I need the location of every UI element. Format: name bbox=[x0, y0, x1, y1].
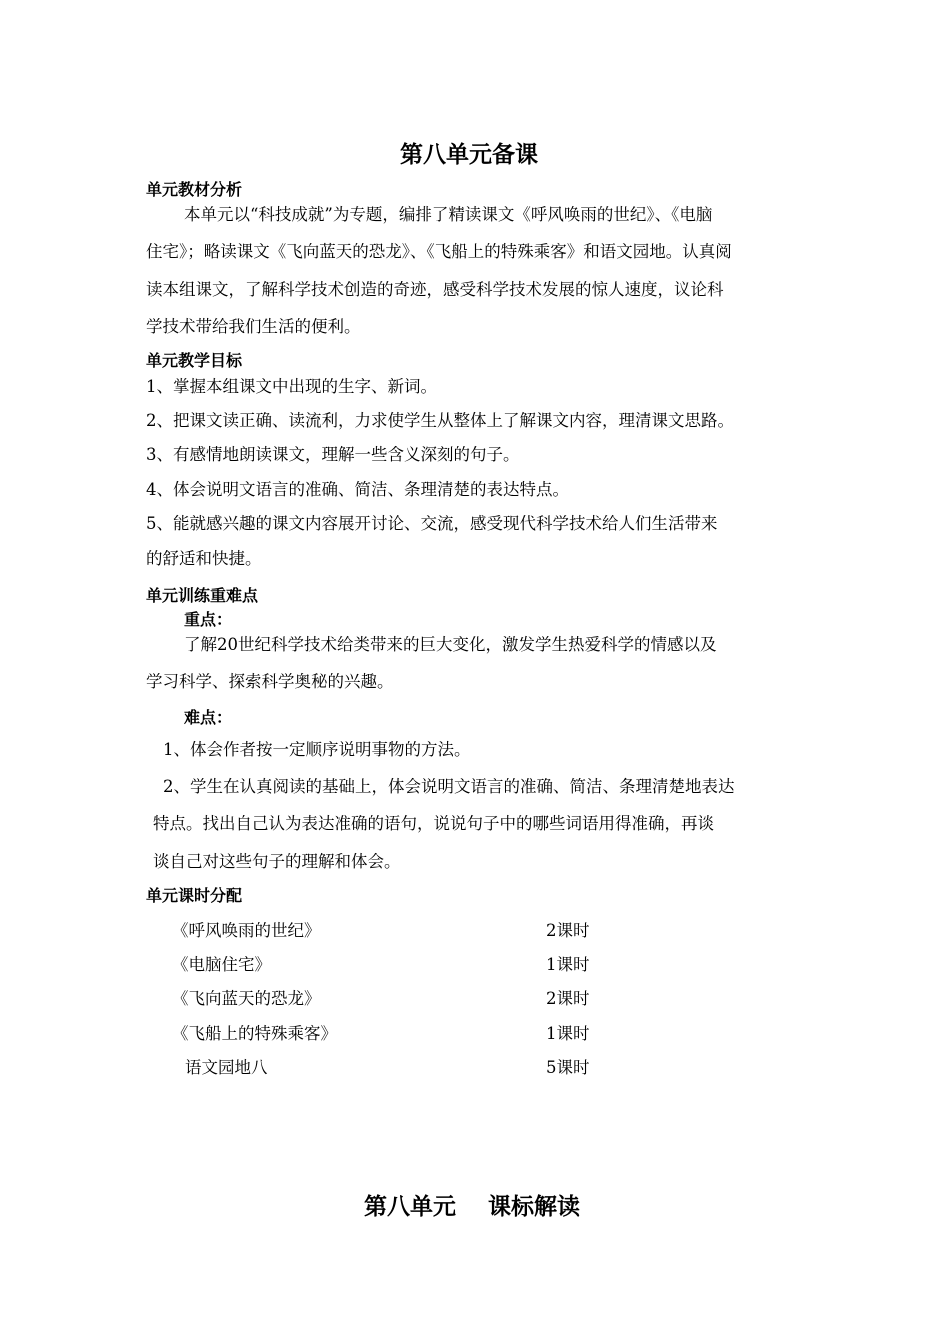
goal-5: 5、能就感兴趣的课文内容展开讨论、交流，感受现代科学技术给人们生活带来 bbox=[146, 514, 718, 533]
hard-point-line-1: 1、体会作者按一定顺序说明事物的方法。 bbox=[163, 740, 471, 759]
schedule-lesson-name: 语文园地八 bbox=[185, 1058, 268, 1077]
analysis-line-1: 本单元以“科技成就”为专题，编排了精读课文《呼风唤雨的世纪》、《电脑 bbox=[184, 205, 713, 224]
section-title: 第八单元 课标解读 bbox=[364, 1194, 581, 1220]
schedule-lesson-name: 《呼风唤雨的世纪》 bbox=[172, 921, 321, 940]
key-point-line-2: 学习科学、探索科学奥秘的兴趣。 bbox=[146, 672, 394, 691]
analysis-heading: 单元教材分析 bbox=[146, 180, 243, 199]
analysis-line-4: 学技术带给我们生活的便利。 bbox=[146, 317, 361, 336]
goal-4: 4、体会说明文语言的准确、简洁、条理清楚的表达特点。 bbox=[146, 480, 569, 499]
schedule-lesson-hours: 2课时 bbox=[546, 921, 590, 940]
hard-point-line-3: 特点。找出自己认为表达准确的语句，说说句子中的哪些词语用得准确，再谈 bbox=[153, 814, 714, 833]
goal-3: 3、有感情地朗读课文，理解一些含义深刻的句子。 bbox=[146, 445, 520, 464]
schedule-lesson-hours: 1课时 bbox=[546, 1024, 590, 1043]
analysis-line-3: 读本组课文，了解科学技术创造的奇迹，感受科学技术发展的惊人速度，议论科 bbox=[146, 280, 724, 299]
schedule-lesson-name: 《电脑住宅》 bbox=[172, 955, 271, 974]
schedule-lesson-name: 《飞船上的特殊乘客》 bbox=[172, 1024, 337, 1043]
goal-2: 2、把课文读正确、读流利，力求使学生从整体上了解课文内容，理清课文思路。 bbox=[146, 411, 734, 430]
schedule-heading: 单元课时分配 bbox=[146, 886, 243, 905]
key-point-label: 重点： bbox=[184, 610, 233, 629]
goal-1: 1、掌握本组课文中出现的生字、新词。 bbox=[146, 377, 437, 396]
schedule-lesson-hours: 1课时 bbox=[546, 955, 590, 974]
hard-point-label: 难点： bbox=[184, 708, 233, 727]
analysis-line-2: 住宅》；略读课文《飞向蓝天的恐龙》、《飞船上的特殊乘客》和语文园地。认真阅 bbox=[146, 242, 732, 261]
page-title: 第八单元备课 bbox=[400, 142, 538, 168]
key-point-line-1: 了解20世纪科学技术给类带来的巨大变化，激发学生热爱科学的情感以及 bbox=[184, 635, 717, 654]
schedule-lesson-hours: 5课时 bbox=[546, 1058, 590, 1077]
hard-point-line-2: 2、学生在认真阅读的基础上，体会说明文语言的准确、简洁、条理清楚地表达 bbox=[163, 777, 735, 796]
difficulties-heading: 单元训练重难点 bbox=[146, 586, 259, 605]
hard-point-line-4: 谈自己对这些句子的理解和体会。 bbox=[153, 852, 401, 871]
schedule-lesson-hours: 2课时 bbox=[546, 989, 590, 1008]
goal-5-cont: 的舒适和快捷。 bbox=[146, 549, 262, 568]
schedule-lesson-name: 《飞向蓝天的恐龙》 bbox=[172, 989, 321, 1008]
goals-heading: 单元教学目标 bbox=[146, 351, 243, 370]
